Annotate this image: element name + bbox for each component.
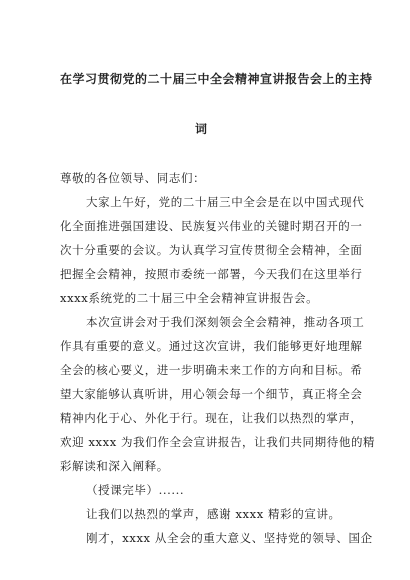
paragraph-line: 把握全会精神，按照市委统一部署，今天我们在这里举行 bbox=[60, 267, 363, 281]
paragraph-line: 全会的核心要义，进一步明确未来工作的方向和目标。希 bbox=[60, 363, 363, 377]
paragraph-line: 欢迎 xxxx 为我们作全会宣讲报告，让我们共同期待他的精 bbox=[60, 435, 376, 449]
paragraph-line: 本次宣讲会对于我们深刻领会全会精神，推动各项工 bbox=[86, 315, 365, 329]
paragraph-line: 次十分重要的会议。为认真学习宣传贯彻全会精神，全面 bbox=[60, 243, 363, 257]
paragraph-line: 望大家能够认真听讲，用心领会每一个细节，真正将全会 bbox=[60, 387, 363, 401]
paragraph-line: 作具有重要的意义。通过这次宣讲，我们能够更好地理解 bbox=[60, 339, 363, 353]
paragraph-line: 彩解读和深入阐释。 bbox=[60, 459, 169, 473]
paragraph-line: （授课完毕）...... bbox=[86, 483, 185, 497]
document-title-continuation: 词 bbox=[195, 122, 208, 136]
paragraph-line: 精神内化于心、外化于行。现在，让我们以热烈的掌声， bbox=[60, 411, 363, 425]
salutation: 尊敬的各位领导、同志们： bbox=[60, 171, 206, 185]
paragraph-line: xxxx系统党的二十届三中全会精神宣讲报告会。 bbox=[60, 291, 319, 305]
paragraph-line: 大家上午好，党的二十届三中全会是在以中国式现代 bbox=[86, 195, 365, 209]
document-title: 在学习贯彻党的二十届三中全会精神宣讲报告会上的主持 bbox=[60, 72, 373, 86]
paragraph-line: 刚才，xxxx 从全会的重大意义、坚持党的领导、国企 bbox=[86, 531, 373, 545]
paragraph-line: 化全面推进强国建设、民族复兴伟业的关键时期召开的一 bbox=[60, 219, 363, 233]
paragraph-line: 让我们以热烈的掌声，感谢 xxxx 精彩的宣讲。 bbox=[86, 507, 341, 521]
